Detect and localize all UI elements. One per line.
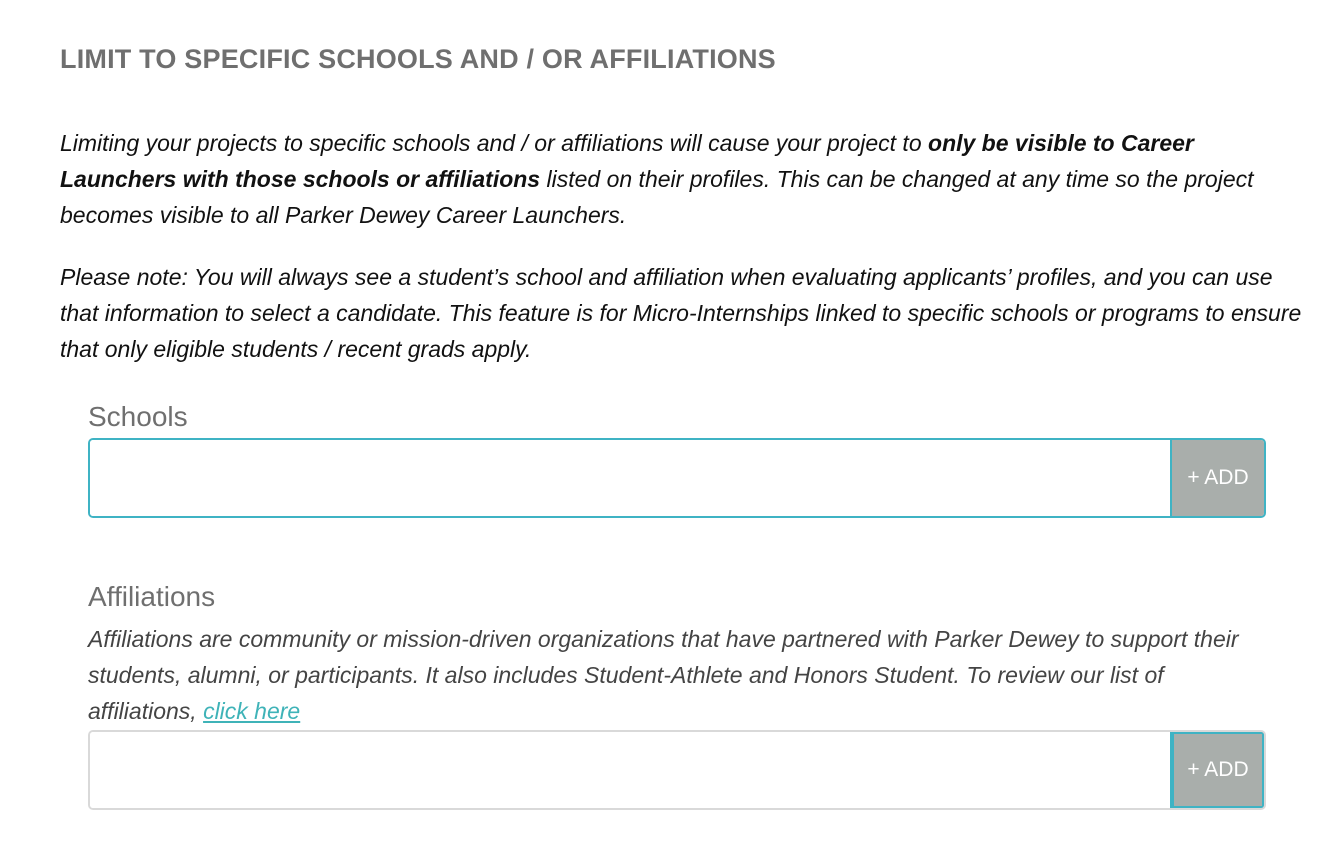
affiliations-label: Affiliations bbox=[88, 581, 216, 612]
add-school-button[interactable]: + ADD bbox=[1170, 440, 1264, 516]
note-paragraph: Please note: You will always see a student’s school and affiliation when evaluating applicants’ profiles, and you can use that information to select a candidate. This feature is for Micro-Internships linked to specific schools or programs to ensure that only eligible students / recent grads apply. bbox=[60, 264, 1302, 362]
affiliations-help-text bbox=[88, 621, 1278, 729]
schools-input[interactable] bbox=[90, 440, 1170, 516]
affiliations-list-link[interactable]: click here bbox=[203, 698, 301, 724]
affiliations-input[interactable] bbox=[90, 732, 1170, 808]
section-title: LIMIT TO SPECIFIC SCHOOLS AND / OR AFFILIATIONS bbox=[60, 44, 776, 74]
intro-text-end: listed on their profiles. This can be changed at any time so the project becomes visible to all Parker Dewey Career Launchers. bbox=[60, 166, 1254, 228]
intro-paragraph bbox=[60, 125, 1310, 233]
intro-text-start: Limiting your projects to specific schools and / or affiliations will cause your project to bbox=[60, 130, 929, 156]
schools-input-group bbox=[88, 438, 1266, 518]
intro-text-bold: only be visible to Career Launchers with those schools or affiliations bbox=[60, 130, 1194, 192]
schools-label: Schools bbox=[88, 401, 188, 432]
add-affiliation-button[interactable]: + ADD bbox=[1170, 732, 1264, 808]
affiliations-input-group bbox=[88, 730, 1266, 810]
affiliations-help-body: Affiliations are community or mission-driven organizations that have partnered with Parker Dewey to support their students, alumni, or participants. It also includes Student-Athlete and Honors Student. To review our list of affiliations, bbox=[88, 626, 1239, 724]
